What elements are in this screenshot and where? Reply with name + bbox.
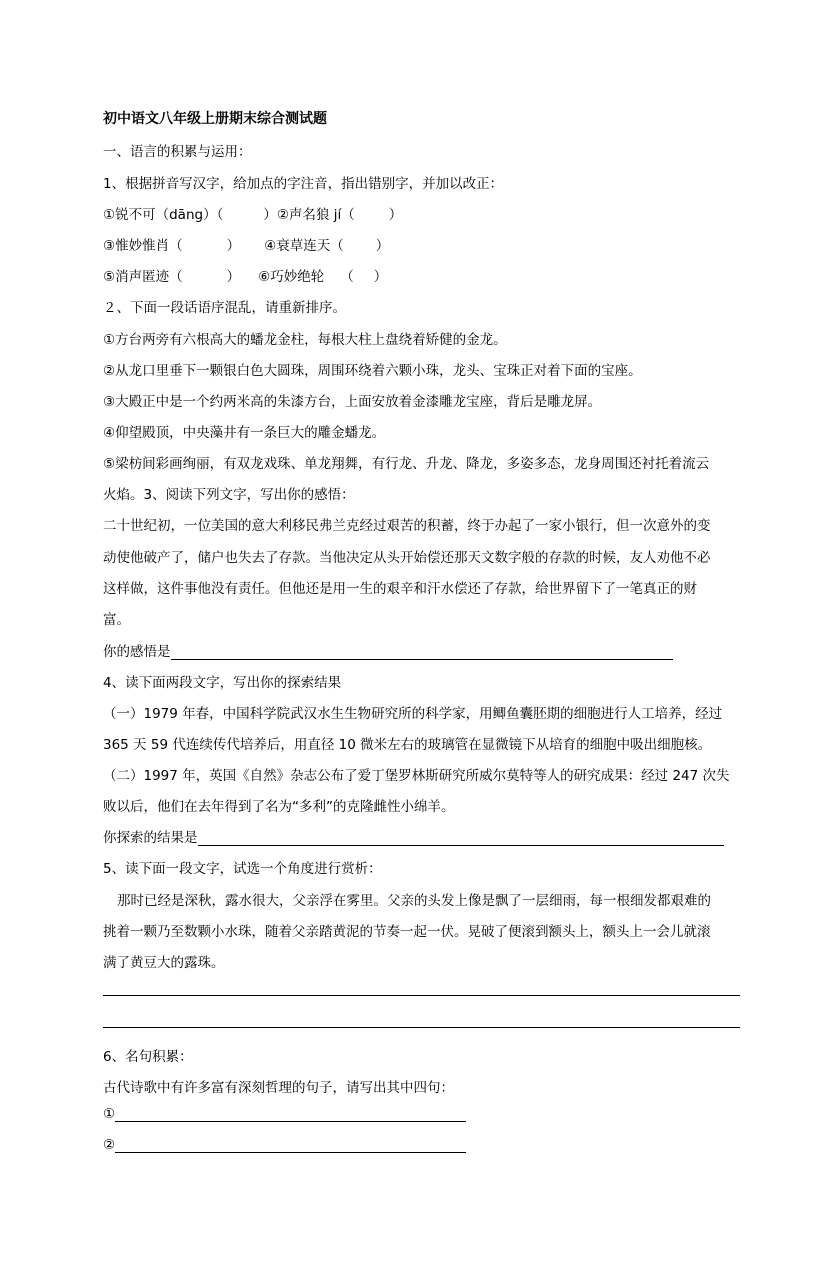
q2-sentence-5-cont: 火焰。3、阅读下列文字，写出你的感悟： (103, 487, 355, 503)
q1-row3-item-a: ⑤消声匿迹（ (103, 269, 183, 285)
q6-answer-line[interactable] (115, 1107, 466, 1122)
q4-passage-line: 365 天 59 代连续传代培养后，用直径 10 微米左右的玻璃管在显微镜下从培育的细胞中吸出细胞核。 (103, 737, 712, 753)
q5-answer-line[interactable] (103, 995, 740, 996)
q4-passage-line: 败以后，他们在去年得到了名为“多利”的克隆雌性小绵羊。 (103, 799, 455, 815)
q1-row2-item-c: ④衰草连天（ (264, 238, 344, 254)
q3-passage-line: 二十世纪初，一位美国的意大利移民弗兰克经过艰苦的积蓄，终于办起了一家小银行，但一次意外的变 (103, 518, 711, 534)
q1-row3 (103, 265, 387, 285)
q2-prompt: ２、下面一段话语序混乱，请重新排序。 (103, 300, 346, 316)
q2-sentence-1: ①方台两旁有六根高大的蟠龙金柱，每根大柱上盘绕着矫健的金龙。 (103, 332, 507, 348)
q4-answer-line[interactable] (198, 831, 724, 846)
section-heading: 一、语言的积累与运用： (103, 144, 252, 160)
q6-item-number: ① (103, 1106, 116, 1122)
q3-passage-line: 这样做，这件事他没有责任。但他还是用一生的艰辛和汗水偿还了存款，给世界留下了一笔真正的财 (103, 581, 697, 597)
q6-prompt: 6、名句积累： (103, 1049, 193, 1065)
q1-row3-item-e: ） (373, 269, 388, 285)
q1-row3-item-b: ） (226, 269, 241, 285)
page-title: 初中语文八年级上册期末综合测试题 (103, 111, 327, 127)
q1-row1-item-a: ①锐不可（dāng）（ (103, 207, 224, 223)
q5-prompt: 5、读下面一段文字，试选一个角度进行赏析： (103, 861, 382, 877)
q1-row2-item-d: ） (375, 238, 390, 254)
q3-passage-line: 富。 (103, 612, 130, 628)
q6-item-number: ② (103, 1137, 116, 1153)
q1-row1 (103, 203, 402, 223)
q1-row1-item-b: ）②声名狼 jí（ (263, 207, 355, 223)
q6-answer-row (103, 1137, 466, 1153)
q5-passage-line: 满了黄豆大的露珠。 (103, 955, 225, 971)
q6-answer-row (103, 1106, 466, 1122)
q6-answer-line[interactable] (115, 1138, 466, 1153)
q1-row2-item-a: ③惟妙惟肖（ (103, 238, 183, 254)
q3-answer-line[interactable] (171, 645, 673, 660)
q2-sentence-4: ④仰望殿顶，中央藻井有一条巨大的雕金蟠龙。 (103, 425, 386, 441)
q2-sentence-3: ③大殿正中是一个约两米高的朱漆方台，上面安放着金漆雕龙宝座，背后是雕龙屏。 (103, 394, 602, 410)
q1-row1-item-c: ） (388, 207, 403, 223)
q6-instruction: 古代诗歌中有许多富有深刻哲理的句子，请写出其中四句： (103, 1080, 454, 1096)
q5-passage-line: 挑着一颗乃至数颗小水珠，随着父亲踏黄泥的节奏一起一伏。晃破了便滚到额头上，额头上一会儿就滚 (103, 924, 711, 940)
q4-passage-line: （二）1997 年，英国《自然》杂志公布了爱丁堡罗林斯研究所威尔莫特等人的研究成果：经过 247 次失 (103, 768, 730, 784)
q1-row3-item-d: （ (340, 269, 354, 285)
q1-row2-item-b: ） (226, 238, 241, 254)
q1-row2 (103, 234, 389, 254)
q2-sentence-2: ②从龙口里垂下一颗银白色大圆珠，周围环绕着六颗小珠，龙头、宝珠正对着下面的宝座。 (103, 363, 642, 379)
q4-answer-row (103, 826, 724, 846)
q5-passage-line: 那时已经是深秋，露水很大，父亲浮在雾里。父亲的头发上像是飘了一层细雨，每一根细发都艰难的 (117, 893, 711, 909)
q1-prompt: 1、根据拼音写汉字，给加点的字注音，指出错别字，并加以改正： (103, 176, 504, 192)
q4-passage-line: （一）1979 年春，中国科学院武汉水生生物研究所的科学家，用鲫鱼囊胚期的细胞进行人工培养，经过 (103, 706, 723, 722)
q2-sentence-5: ⑤梁枋间彩画绚丽，有双龙戏珠、单龙翔舞，有行龙、升龙、降龙，多姿多态，龙身周围还衬托着流云 (103, 456, 710, 472)
q4-prompt: 4、读下面两段文字，写出你的探索结果 (103, 675, 342, 691)
q3-passage-line: 动使他破产了，储户也失去了存款。当他决定从头开始偿还那天文数字般的存款的时候，友人劝他不必 (103, 550, 711, 566)
q4-answer-label: 你探索的结果是 (103, 830, 198, 846)
q3-answer-label: 你的感悟是 (103, 644, 171, 660)
q1-row3-item-c: ⑥巧妙绝轮 (258, 269, 325, 285)
q3-answer-row (103, 640, 673, 660)
q5-answer-line[interactable] (103, 1027, 740, 1028)
